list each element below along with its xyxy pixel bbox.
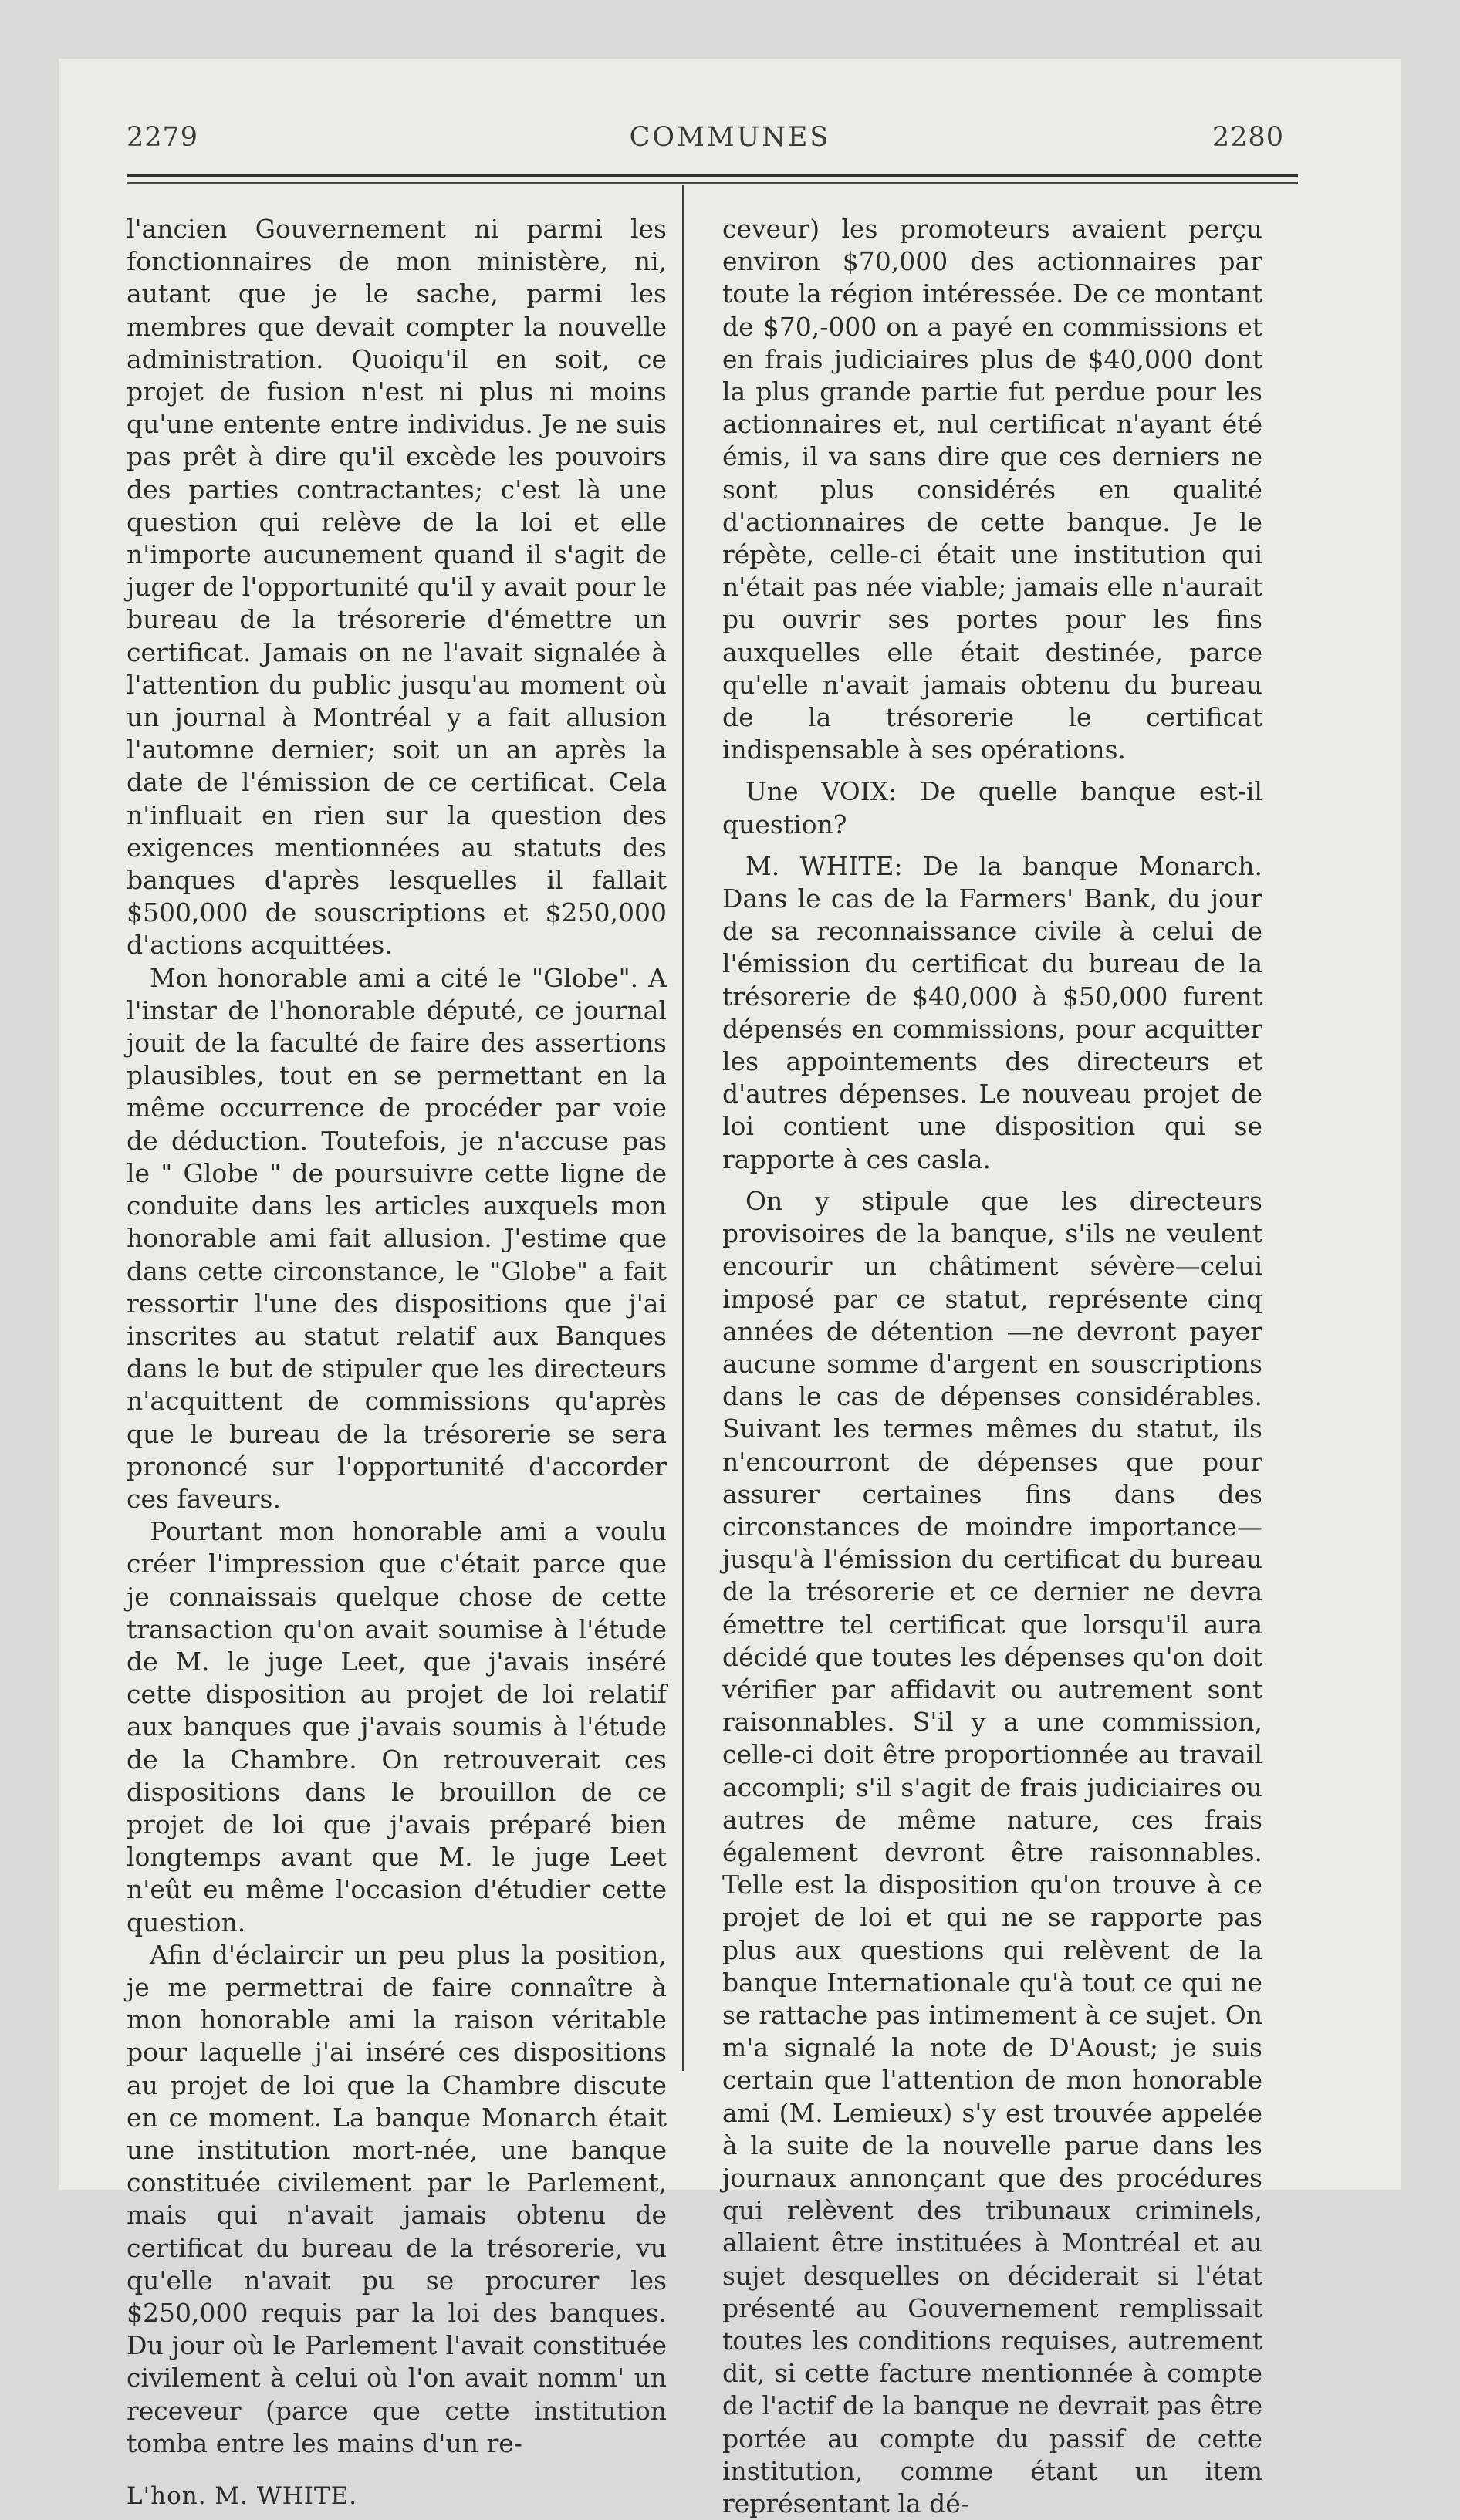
paragraph: ceveur) les promoteurs avaient perçu environ $70,000 des actionnaires par toute la région intéressée. De ce montant de $70,-000 on a payé en commissions et en frais judiciaires plus de $40,000 dont la plus grande partie fut perdue pour les actionnaires et, nul certificat n'ayant été émis, il va sans dire que ces derniers ne sont plus considérés en qualité d'actionnaires de cette banque. Je le répète, celle-ci était une institution qui n'était pas née viable; jamais elle n'aurait pu ouvrir ses portes pour les fins auxquelles elle était destinée, parce qu'elle n'avait jamais obtenu du bureau de la trésorerie le certificat indispensable à ses opérations. xyxy=(722,214,1262,765)
paragraph: Afin d'éclaircir un peu plus la position, je me permettrai de faire connaître à mon honorable ami la raison véritable pour laquelle j'ai inséré ces dispositions au projet de loi que la Chambre discute en ce moment. La banque Monarch était une institution mort-née, une banque constituée civilement par le Parlement, mais qui n'avait jamais obtenu de certificat du bureau de la trésorerie, vu qu'elle n'avait pu se procurer les $250,000 requis par la loi des banques. Du jour où le Parlement l'avait constituée civilement à celui où l'on avait nomm' un receveur (parce que cette institution tomba entre les mains d'un re- xyxy=(127,1939,667,2458)
paragraph-speaker-white: M. WHITE: De la banque Monarch. Dans le cas de la Farmers' Bank, du jour de sa reconnaissance civile à celui de l'émission du certificat du bureau de la trésorerie de $40,000 à $50,000 furent dépensés en commissions, pour acquitter les appointements des directeurs et d'autres dépenses. Le nouveau projet de loi contient une disposition qui se rapporte à ces casla. xyxy=(722,850,1262,1174)
paragraph: l'ancien Gouvernement ni parmi les fonctionnaires de mon ministère, ni, autant que je le sache, parmi les membres que devait compter la nouvelle administration. Quoiqu'il en soit, ce projet de fusion n'est ni plus ni moins qu'une entente entre individus. Je ne suis pas prêt à dire qu'il excède les pouvoirs des parties contractantes; c'est là une question qui relève de la loi et elle n'importe aucunement quand il s'agit de juger de l'opportunité qu'il y avait pour le bureau de la trésorerie d'émettre un certificat. Jamais on ne l'avait signalée à l'attention du public jusqu'au moment où un journal à Montréal y a fait allusion l'automne dernier; soit un an après la date de l'émission de ce certificat. Cela n'influait en rien sur la question des exigences mentionnées au statuts des banques d'après lesquelles il fallait $500,000 de souscriptions et $250,000 d'actions acquittées. xyxy=(127,214,667,961)
paragraph-speaker-voix: Une VOIX: De quelle banque est-il question? xyxy=(722,776,1262,839)
page-number-right: 2280 xyxy=(1212,122,1284,153)
running-header-title: COMMUNES xyxy=(629,122,831,153)
left-column xyxy=(127,213,667,2512)
speaker-signature: L'hon. M. WHITE. xyxy=(127,2482,358,2511)
header-rule-thin xyxy=(127,182,1298,184)
column-divider xyxy=(682,185,684,2071)
paragraph: Mon honorable ami a cité le "Globe". A l'instar de l'honorable député, ce journal jouit de la faculté de faire des assertions plausibles, tout en se permettant en la même occurrence de procéder par voie de déduction. Toutefois, je n'accuse pas le " Globe " de poursuivre cette ligne de conduite dans les articles auxquels mon honorable ami fait allusion. J'estime que dans cette circonstance, le "Globe" a fait ressortir l'une des dispositions que j'ai inscrites au statut relatif aux Banques dans le but de stipuler que les directeurs n'acquittent de commissions qu'après que le bureau de la trésorerie se sera prononcé sur l'opportunité d'accorder ces faveurs. xyxy=(127,962,667,1514)
paragraph: Pourtant mon honorable ami a voulu créer l'impression que c'était parce que je connaissais quelque chose de cette transaction qu'on avait soumise à l'étude de M. le juge Leet, que j'avais inséré cette disposition au projet de loi relatif aux banques que j'avais soumis à l'étude de la Chambre. On retrouverait ces dispositions dans le brouillon de ce projet de loi que j'avais préparé bien longtemps avant que M. le juge Leet n'eût eu même l'occasion d'étudier cette question. xyxy=(127,1516,667,1937)
page-number-left: 2279 xyxy=(127,122,199,153)
page-sheet xyxy=(59,59,1401,2519)
right-column xyxy=(722,213,1262,2520)
paragraph: On y stipule que les directeurs provisoires de la banque, s'ils ne veulent encourir un châtiment sévère—celui imposé par ce statut, représente cinq années de détention —ne devront payer aucune somme d'argent en souscriptions dans le cas de dépenses considérables. Suivant les termes mêmes du statut, ils n'encourront de dépenses que pour assurer certaines fins dans des circonstances de moindre importance—jusqu'à l'émission du certificat du bureau de la trésorerie et ce dernier ne devra émettre tel certificat que lorsqu'il aura décidé que toutes les dépenses qu'on doit vérifier par affidavit ou autrement sont raisonnables. S'il y a une commission, celle-ci doit être proportionnée au travail accompli; s'il s'agit de frais judiciaires ou autres de même nature, ces frais également devront être raisonnables. Telle est la disposition qu'on trouve à ce projet de loi et qui ne se rapporte pas plus aux questions qui relèvent de la banque Internationale qu'à tout ce qui ne se rattache pas intimement à ce sujet. On m'a signalé la note de D'Aoust; je suis certain que l'attention de mon honorable ami (M. Lemieux) s'y est trouvée appelée à la suite de la nouvelle parue dans les journaux annonçant que des procédures qui relèvent des tribunaux criminels, allaient être instituées à Montréal et au sujet desquelles on déciderait si l'état présenté au Gouvernement remplissait toutes les conditions requises, autrement dit, si cette facture mentionnée à compte de l'actif de la banque ne devrait pas être portée au compte du passif de cette institution, comme étant un item représentant la dé- xyxy=(722,1185,1262,2519)
header-rule-thick xyxy=(127,174,1298,177)
